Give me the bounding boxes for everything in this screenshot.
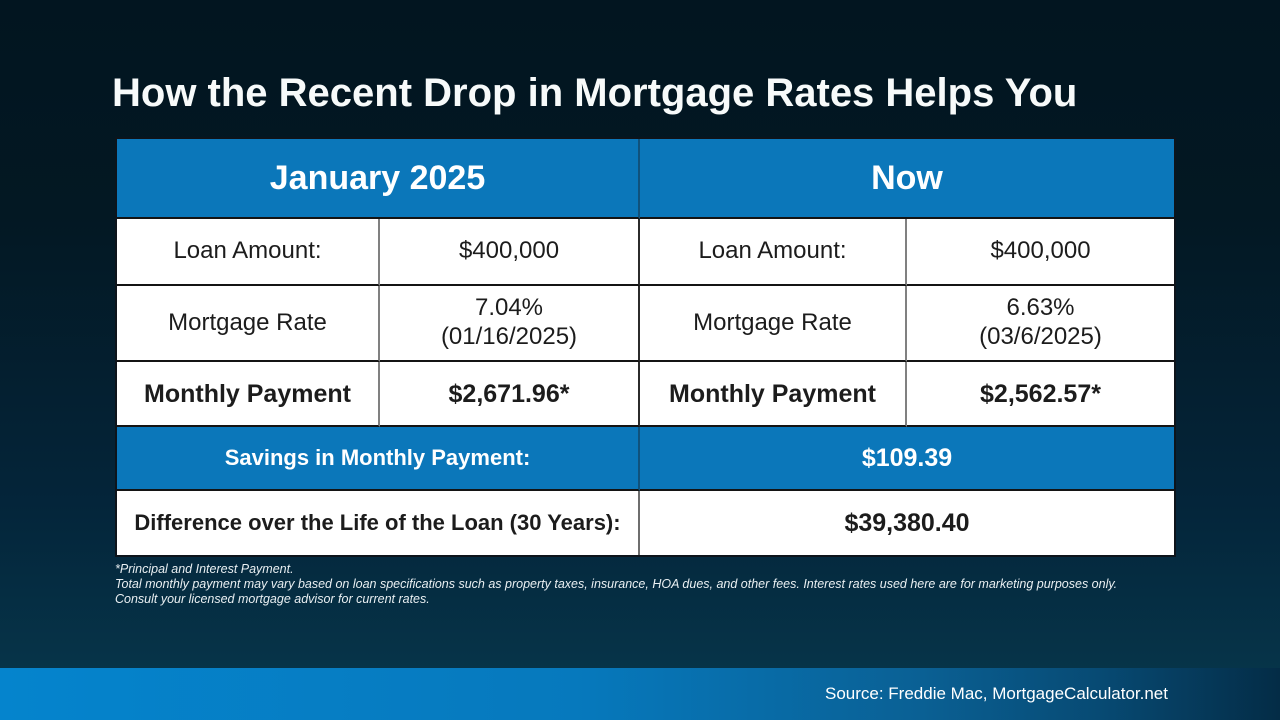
savings-label: Savings in Monthly Payment: xyxy=(117,427,640,491)
rate-date-right: (03/6/2025) xyxy=(979,323,1102,350)
footnote-line-2: Total monthly payment may vary based on loan specifications such as property taxes, insurance, HOA dues, and other fees. Interest rates used here are for marketing purposes only. xyxy=(115,577,1118,591)
page-title: How the Recent Drop in Mortgage Rates Helps You xyxy=(112,70,1078,115)
rate-percent-left: 7.04% xyxy=(474,294,544,322)
column-header-now: Now xyxy=(640,139,1174,219)
savings-value: $109.39 xyxy=(640,427,1174,491)
rate-date-left: (01/16/2025) xyxy=(440,323,578,350)
monthly-payment-label-left: Monthly Payment xyxy=(117,362,380,427)
column-header-january-2025: January 2025 xyxy=(117,139,640,219)
difference-label: Difference over the Life of the Loan (30 Years): xyxy=(117,491,640,555)
mortgage-comparison-table xyxy=(115,137,1176,557)
mortgage-rate-value-right xyxy=(907,286,1174,362)
monthly-payment-label-right: Monthly Payment xyxy=(640,362,907,427)
footer-bar xyxy=(0,668,1280,720)
monthly-payment-value-left: $2,671.96* xyxy=(380,362,640,427)
loan-amount-value-right: $400,000 xyxy=(907,219,1174,286)
loan-amount-value-left: $400,000 xyxy=(380,219,640,286)
difference-value: $39,380.40 xyxy=(640,491,1174,555)
source-attribution: Source: Freddie Mac, MortgageCalculator.net xyxy=(824,684,1168,703)
mortgage-rate-label-left: Mortgage Rate xyxy=(117,286,380,362)
mortgage-rate-value-left xyxy=(380,286,640,362)
footnote-line-3: Consult your licensed mortgage advisor for current rates. xyxy=(115,592,430,606)
loan-amount-label-right: Loan Amount: xyxy=(640,219,907,286)
footnote-line-1: *Principal and Interest Payment. xyxy=(115,562,294,576)
loan-amount-label-left: Loan Amount: xyxy=(117,219,380,286)
disclaimer-footnote xyxy=(115,562,1117,607)
rate-percent-right: 6.63% xyxy=(1006,294,1075,322)
mortgage-rate-label-right: Mortgage Rate xyxy=(640,286,907,362)
monthly-payment-value-right: $2,562.57* xyxy=(907,362,1174,427)
